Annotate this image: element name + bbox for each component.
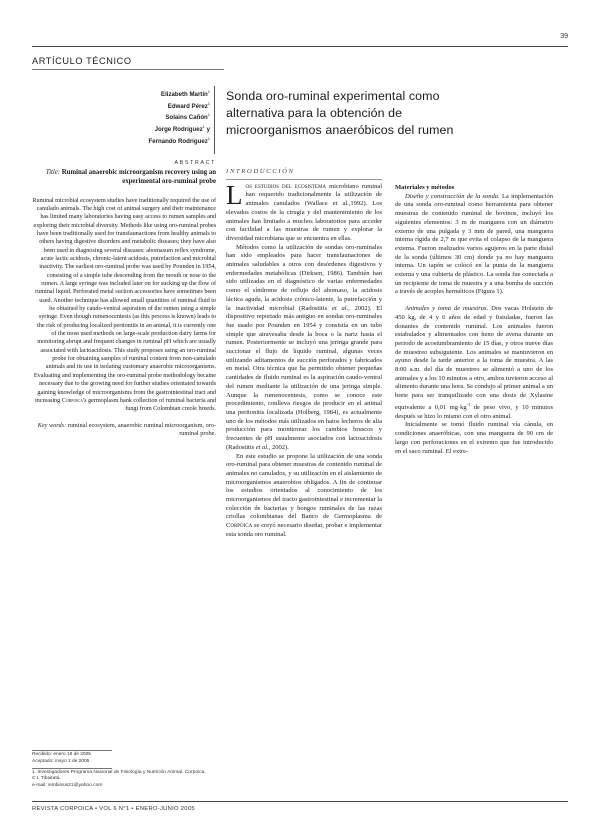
submission-dates xyxy=(32,752,91,765)
page-number: 39 xyxy=(560,33,568,40)
author: Edward Pérez$^1$ xyxy=(167,100,210,110)
abstract-paragraph: Ruminal microbial ecosystem studies have traditionally required the use of canulado animals. The high cost of animal surgery and their maintenance has limited many laboratories having easy access to rumen samples and exploring their microbial diversity. Methods like using oro-ruminal probes have been traditionally used for transfaunactions from healthy animals to others having digestive disorders and metabolic diseases; they have also been used in diagnosing several diseases: abomasum reflex syndrome, acute lactic acidosis, chronic-latent acidosis, putrefaction and microbial inactivity. The earliest oro-ruminal probe was used by Pounden in 1954, consisting of a simple tube descending from the mouth or nose to the rumen. A large syringe was included later on for sucking up the flow of ruminal liquid. Perforated metal suction accessories have sometimes been used. Another technique has allowed small quantities of ruminal fluid to be obtained by caudo-ventral aspiration of the rumen using a simple syringe. Even though rumenocentesis (as this process is known) leads to the risk of producing localized peritonitis in an animal, it is currently one of the most used methods on large-scale production dairy farms for monitoring abrupt and frequent changes in ruminal pH which are usually associated with lactoacidosis. This study proposes using an oro-ruminal probe for obtaining samples of ruminal content from non-canulado animals and its use in isolating customary anaerobic microorganisms. Evaluating and implementing the oro-ruminal probe methodology became necessary due to the growing need for further studies orientated towards gaining knowledge of microorganisms from the gastrointestinal tract and increasing Corpoica's germoplasm bank collection of ruminal bacteria and fungi from Colombian creole breeds. xyxy=(32,196,216,413)
body-column-2 xyxy=(395,176,553,456)
section-rule xyxy=(32,69,224,70)
intro-paragraph: Los estudios del ecosistema microbiano ruminal han requerido tradicionalmente la utilización de animales canulados (Wallace et al.,1992). Los elevados costos de la cirugía y del mantenimiento de los animales han limitado a muchos laboratorios para acceder con facilidad a las muestras de rumen y explorar la diversidad microbiana que se encuentra en ellas. xyxy=(226,179,383,242)
methods-paragraph: Animales y toma de muestras. Dos vacas Holstein de 450 kg, de 4 y 6 años de edad y fistuladas, fueron las donantes de contenido ruminal. Los animales fueron estabulados y alimentados con heno de avena durante un periodo de acostumbramiento de 15 días, y otros nueve días de muestreo subsiguiente. Los animales se mantuvieron en ayuno desde la tarde anterior a la toma de muestra. A las 8:00 a.m. del día de muestreo se alimentó a uno de los animales y a los 10 minutos a otro, ambos tuvieron acceso al alimento durante una hora. Se condujo al primer animal a un brete para ser tranquilizado con una dosis de Xylasine equivalente a 0,01 $mg\cdot kg^{-1}$ de peso vivo, y 10 minutos después se hizo lo mismo con el otro animal. xyxy=(395,305,554,420)
accepted-date: Aceptado: mayo 2 de 2005 xyxy=(32,758,90,764)
methods-paragraph: Inicialmente se tomó fluido ruminal vía cánula, en condiciones anaeróbicas, con una manguera de 90 cm de largo con perforaciones en el extremo que fue introducido en el saco ruminal. El extre- xyxy=(395,421,553,455)
body-column-1 xyxy=(226,168,382,540)
footnote-rule xyxy=(32,768,112,769)
dates-rule xyxy=(32,750,112,751)
footnote xyxy=(32,770,212,789)
author: Elizabeth Martín$^1$ xyxy=(161,89,210,98)
author-list xyxy=(120,88,210,147)
author: Fernando Rodríguez$^1$ xyxy=(148,135,210,145)
introduction-rule xyxy=(226,179,382,180)
abstract-column xyxy=(32,160,216,438)
email-note: e-mail: simbiosis21@yahoo.com xyxy=(32,782,103,788)
author: Solains Cañón$^1$ xyxy=(165,112,210,122)
drop-cap: L xyxy=(226,179,243,210)
intro-paragraph: En este estudio se propone la utilización de una sonda oro-ruminal para obtener muestras de contenido ruminal de animales no canulados, y su utilización en el aislamiento de microorganismos anaerobios obligados. A fin de continuar los estudios orientados al conocimiento de los microorganismos del tracto gastrointestinal e incrementar la colección de bacterias y hongos ruminales de las razas criollas colombianas del Banco de Germoplasma de Corpoica se creyó necesario diseñar, probar e implementar esta sonda oro ruminal. xyxy=(226,452,382,538)
affiliation-note: 1. Investigadores Programa Nacional de Fisiología y Nutrición Animal, Corpoica, C.I. Tibaitatá. xyxy=(32,770,206,782)
methods-heading: Materiales y métodos xyxy=(395,184,455,191)
abstract-body xyxy=(32,197,216,414)
author: Jorge Rodríguez$^1$ y xyxy=(154,124,210,134)
methods-paragraph: Diseño y construcción de la sonda. La implementación de una sonda oro-ruminal como herramienta para obtener muestras de contenido ruminal de bovinos, incluyó los siguientes elementos: 3 m de manguera con un diámetro externo de una pulgada y 3 mm de pared, una manguera interna rígida de 2,7 m que evita el colapso de la manguera externa. Fueron realizados varios agujeros en la parte distal de la sonda (últimos 30 cm) donde ya no hay manguera interna. Un tapón se colocó en la punta de la manguera externa y una cubierta de plástico. La sonda fue conectada a un recipiente de toma de muestra y a una bomba de succión a través de acoples herméticos (Figura 1). xyxy=(395,192,554,296)
abstract-title: Title: Ruminal anaerobic microorganism recovery using an experimental oro-ruminal probe xyxy=(45,169,216,185)
footer-rule xyxy=(32,801,568,802)
journal-footer: REVISTA CORPOICA • VOL 6 N°1 • ENERO-JUNIO 2005 xyxy=(32,806,195,812)
keywords: Key words: ruminal ecosystem, anaerobic ruminal microorganism, oro-ruminal probe. xyxy=(37,421,216,437)
header-rule xyxy=(32,46,568,47)
abstract-heading: ABSTRACT xyxy=(174,160,216,166)
received-date: Recibido: enero 18 de 2005 xyxy=(32,752,91,757)
introduction-heading: INTRODUCCIÓN xyxy=(226,168,295,175)
section-label: ARTÍCULO TÉCNICO xyxy=(32,56,132,66)
title-divider xyxy=(214,86,215,154)
article-title: Sonda oro-ruminal experimental como alternativa para la obtención de microorganismos anaeróbicos del rumen xyxy=(226,89,454,137)
intro-paragraph: Métodos como la utilización de sondas oro-ruminales han sido empleados para hacer transfaunaciones de animales saludables a otros con desórdenes digestivos y enfermedades metabólicas (Dirksen, 1986). También han sido utilizadas en el diagnóstico de varias enfermedades como el síndrome de reflujo del abomaso, la acidosis láctica aguda, la acidosis crónico-latente, la putrefacción y la inactividad microbial (Radostitis et al., 2002). El dispositivo reportado más antiguo en sondas oro-ruminales fue usado por Pounden en 1954 y consistía en un tubo simple que atravesaba desde la boca o la nariz hasta el rumen. Posteriormente se incluyó una jeringa grande para succionar el flujo de líquido ruminal, algunas veces utilizando aditamentos de succión perforados y fabricados en metal. Otra técnica que ha permitido obtener pequeñas cantidades de fluido ruminal es la aspiración caudo-ventral del rumen mediante la utilización de una jeringa simple. Aunque la rumenocentesis, como se conoce este procedimiento, conlleva riesgos de producir en el animal una peritonitis localizada (Holberg, 1984), es actualmente uno de los métodos más utilizados en hatos lecheros de alta producción para monitorear los cambios bruscos y frecuentes de pH usualmente asociados con lactoacidosis (Radostitis et al., 2002). xyxy=(226,243,382,451)
